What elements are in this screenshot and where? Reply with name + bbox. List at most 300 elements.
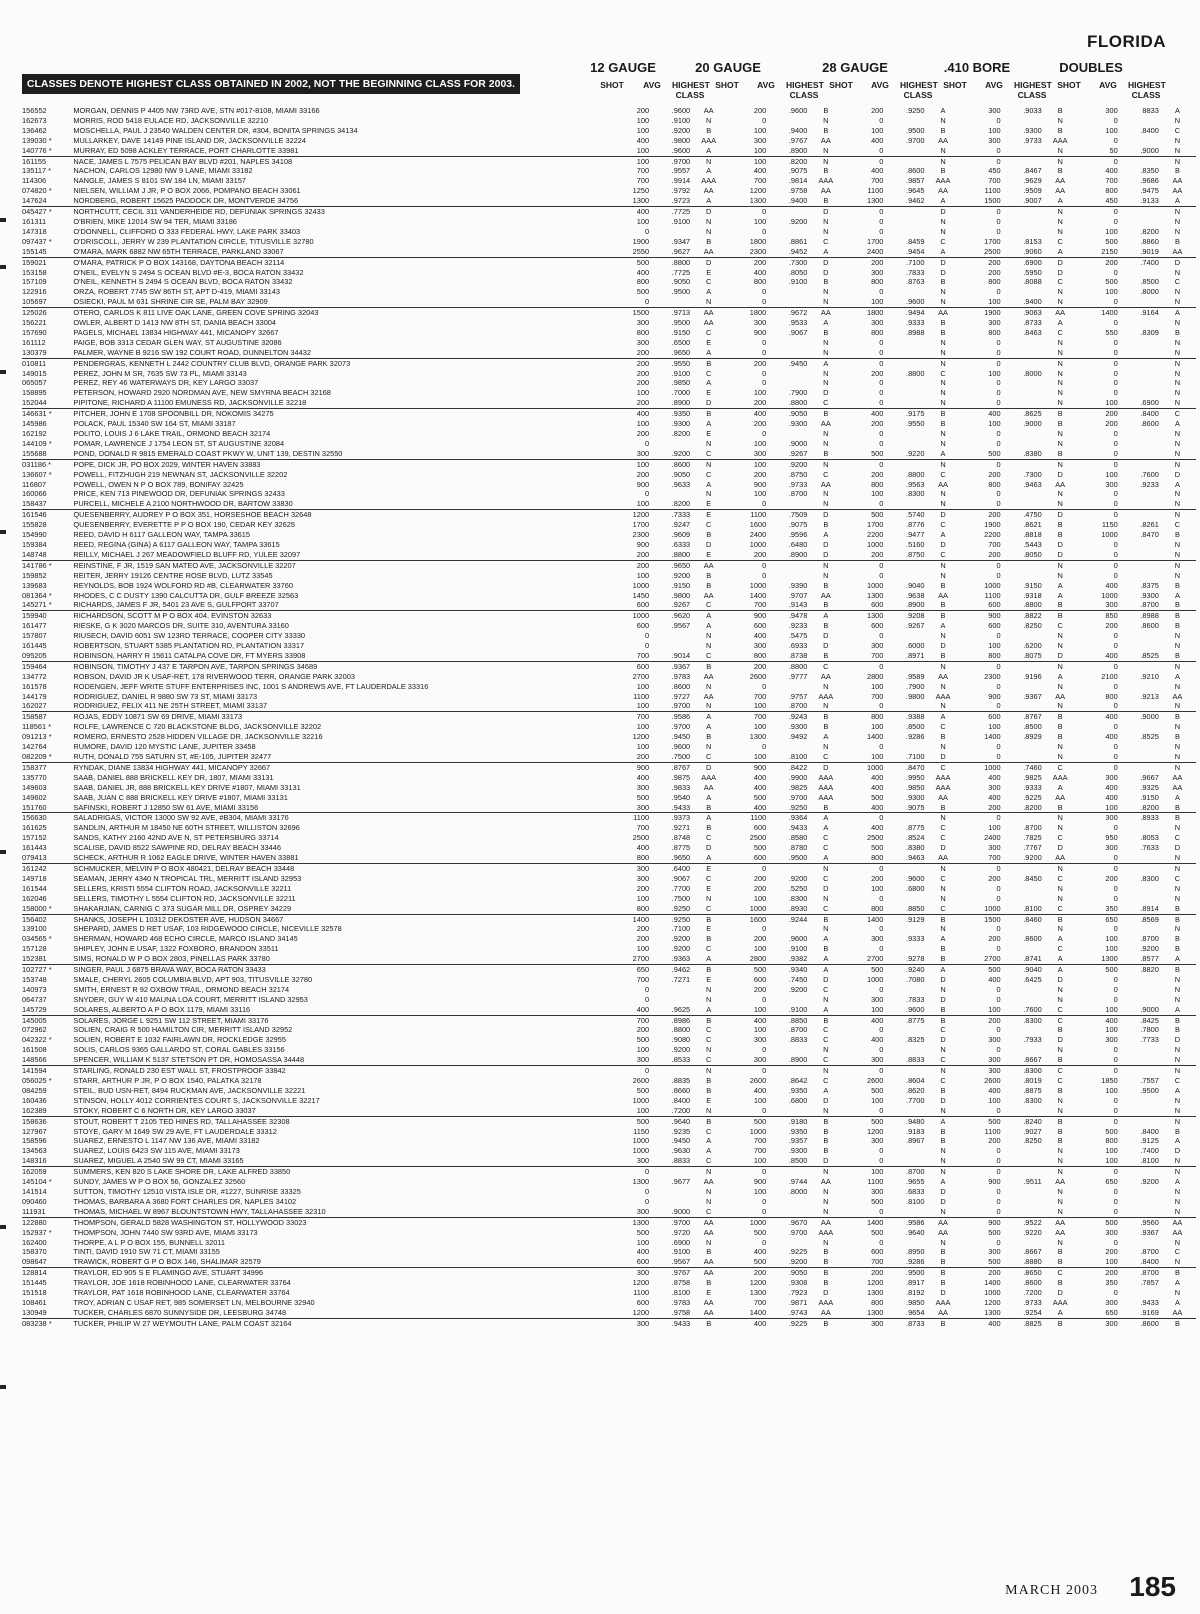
g28-shot: 500 (871, 792, 884, 802)
g410-shot: 700 (988, 853, 1001, 863)
g410-avg: .8380 (1023, 448, 1042, 458)
dbl-shot: 0 (1113, 1237, 1118, 1247)
g20-class: D (823, 1156, 829, 1166)
member-id: 149603 (22, 782, 47, 792)
g28-avg: .9589 (906, 671, 925, 681)
g28-class: D (940, 267, 946, 277)
g410-class: N (1057, 489, 1063, 499)
g12-avg: .9450 (671, 1136, 691, 1146)
g12-avg: .8767 (649, 762, 690, 772)
g410-shot: 200 (988, 267, 1001, 277)
table-row (22, 1025, 1196, 1035)
g410-avg: .8300 (1001, 1066, 1042, 1076)
g12-class: AA (703, 1227, 714, 1237)
table-row (22, 954, 1196, 964)
g410-avg (1001, 358, 1042, 368)
member-name-address: ROJAS, EDDY 10871 SW 69 DRIVE, MIAMI 33173 (73, 712, 608, 722)
g28-class: B (925, 611, 962, 621)
g12-shot: 0 (608, 1167, 649, 1177)
g28-shot: 400 (871, 166, 884, 176)
g12-class: E (706, 549, 712, 559)
g12-shot: 500 (608, 257, 649, 267)
g28-avg (883, 571, 924, 581)
dbl-shot: 0 (1113, 883, 1118, 893)
g410-shot: 1000 (984, 1288, 1001, 1298)
dbl-class: N (1174, 145, 1181, 155)
g410-shot: 0 (962, 813, 1001, 823)
dbl-avg: .8200 (1140, 226, 1159, 236)
g12-avg: .8800 (671, 549, 691, 559)
g28-avg (883, 1106, 924, 1116)
g20-class: AAA (818, 176, 834, 186)
member-name-address: RICHARDSON, SCOTT M P O BOX 404, EVINSTON 32633 (73, 611, 608, 621)
member-name-address: POWELL, OWEN N P O BOX 789, BONIFAY 32425 (73, 479, 244, 489)
g28-avg: .9220 (906, 448, 925, 458)
g28-class: N (940, 1156, 946, 1166)
g410-shot: 2600 (984, 1076, 1001, 1085)
g28-class: N (940, 701, 946, 711)
g20-avg: .9300 (788, 722, 808, 732)
dbl-class: N (1174, 1105, 1181, 1115)
g12-shot: 300 (636, 782, 650, 792)
dbl-class: N (1174, 853, 1181, 863)
table-row (22, 1298, 1196, 1308)
g410-class: N (1057, 1196, 1063, 1206)
dbl-shot: 0 (1113, 388, 1118, 398)
dbl-class: N (1174, 984, 1181, 994)
dbl-shot: 100 (1105, 398, 1118, 408)
g410-shot: 200 (962, 1268, 1001, 1278)
g28-class: A (940, 106, 946, 115)
g28-class: A (925, 712, 962, 722)
g20-avg: .9243 (766, 712, 807, 722)
g20-shot: 2300 (749, 246, 767, 256)
member-id: 065057 (22, 378, 47, 388)
g28-shot: 0 (879, 499, 884, 509)
table-row (22, 369, 1196, 379)
g12-shot: 900 (608, 762, 649, 772)
dbl-shot: 1000 (1101, 590, 1118, 600)
g410-class: N (1057, 742, 1063, 752)
g20-avg: .9100 (788, 277, 808, 287)
g28-avg: .9278 (906, 954, 925, 964)
g20-shot: 200 (753, 984, 767, 994)
g20-shot: 100 (753, 722, 767, 732)
dbl-shot: 0 (1113, 429, 1118, 438)
g410-avg: .8467 (1023, 166, 1042, 176)
g28-shot: 800 (871, 903, 884, 913)
g28-class: B (940, 419, 946, 429)
g410-avg: .9200 (1023, 853, 1042, 863)
g28-shot: 1300 (866, 1288, 884, 1298)
dbl-avg: .8053 (1140, 833, 1159, 843)
dbl-shot: 400 (1105, 580, 1118, 590)
table-row (22, 1197, 1196, 1207)
g12-avg: .9050 (671, 469, 691, 479)
g28-avg (883, 1066, 924, 1076)
g410-class: C (1057, 621, 1063, 631)
g410-avg: .8500 (1023, 722, 1042, 732)
g28-avg (883, 207, 924, 217)
g12-class: AA (690, 308, 727, 318)
member-id: 125026 (22, 308, 73, 318)
g28-avg (883, 1025, 924, 1035)
dbl-class: B (1174, 166, 1180, 176)
table-row (22, 701, 1196, 711)
table-row (22, 297, 1196, 307)
g20-class: A (823, 823, 829, 833)
g12-avg: .6900 (671, 1237, 691, 1247)
member-id: 082209 * (22, 752, 52, 761)
g28-shot: 400 (844, 1015, 883, 1025)
g12-avg: .8835 (671, 1076, 691, 1085)
member-id: 157152 (22, 833, 47, 843)
g20-shot: 1600 (727, 914, 766, 924)
table-row (22, 581, 1196, 591)
dbl-class: D (1174, 1035, 1181, 1045)
g28-shot: 600 (871, 1247, 884, 1257)
member-id: 161625 (22, 823, 47, 833)
g410-avg (1001, 116, 1042, 126)
g12-avg: .9783 (671, 671, 691, 681)
dbl-shot: 1150 (1101, 520, 1118, 530)
g28-class: AA (938, 590, 948, 600)
g12-avg: .7500 (671, 893, 691, 903)
g20-class: AA (820, 1307, 831, 1317)
table-row (22, 1228, 1196, 1238)
g20-shot: 200 (727, 1268, 766, 1278)
g12-shot: 0 (644, 984, 650, 994)
g20-avg: .9825 (788, 782, 808, 792)
g410-avg: .6900 (1001, 257, 1042, 267)
g410-class: B (1057, 600, 1063, 610)
dbl-shot: 0 (1113, 570, 1118, 580)
g410-class: N (1057, 368, 1063, 378)
dbl-shot: 650 (1105, 1177, 1118, 1187)
table-row (22, 510, 1196, 520)
g12-class: B (706, 1085, 712, 1095)
g20-avg: .9357 (788, 1136, 808, 1146)
dbl-class: N (1174, 267, 1181, 277)
g28-avg: .8459 (906, 236, 925, 246)
g410-shot: 2500 (984, 246, 1001, 256)
g20-shot: 0 (727, 1167, 766, 1177)
g410-shot: 600 (962, 712, 1001, 722)
g410-avg: .8240 (1001, 1116, 1042, 1126)
g28-avg: .9333 (906, 934, 925, 944)
g410-class: B (1057, 722, 1063, 732)
g12-avg: .9247 (671, 520, 691, 530)
g28-shot: 2600 (866, 1076, 884, 1085)
g28-shot: 0 (879, 1146, 884, 1156)
g28-shot: 500 (871, 448, 884, 458)
g20-shot: 0 (762, 570, 767, 580)
dbl-shot: 1850 (1101, 1076, 1118, 1085)
g28-avg: .8733 (883, 1318, 924, 1328)
g410-avg: .6425 (1023, 974, 1042, 984)
g410-avg: .8875 (1023, 1085, 1042, 1095)
member-name-address: NIELSEN, WILLIAM J JR, P O BOX 2066, POMPANO BEACH 33061 (73, 186, 301, 196)
g12-class: B (690, 358, 727, 368)
g410-avg (1001, 813, 1042, 823)
g410-class: N (1057, 398, 1063, 408)
g20-avg: .8800 (766, 661, 807, 671)
g410-class: N (1057, 883, 1063, 893)
g28-class: D (925, 257, 962, 267)
dbl-class: N (1159, 510, 1196, 520)
g12-avg: .9627 (671, 246, 691, 256)
column-header-shot: SHOT (829, 80, 853, 90)
column-header-shot: SHOT (1057, 80, 1081, 90)
member-id: 140776 * (22, 145, 52, 155)
member-name-address: SHIPLEY, JOHN E USAF, 1322 FOXBORO, BRANDON 33511 (73, 944, 279, 954)
g20-shot: 2400 (749, 530, 767, 540)
member-id: 134772 (22, 671, 47, 681)
g12-avg: .8200 (671, 499, 691, 509)
g410-shot: 0 (996, 438, 1001, 448)
g12-class: D (706, 539, 712, 549)
g20-shot: 400 (753, 772, 767, 782)
g28-class: D (940, 843, 946, 853)
g410-class: N (1057, 1156, 1063, 1166)
g12-class: AA (703, 671, 714, 681)
g12-avg: .9650 (671, 347, 691, 357)
dbl-avg: .7557 (1140, 1076, 1159, 1085)
g20-class: N (823, 115, 829, 125)
dbl-avg: .8375 (1140, 580, 1159, 590)
column-header-avg: AVG (643, 80, 661, 90)
g28-shot: 0 (879, 388, 884, 398)
dbl-class: N (1174, 1045, 1181, 1055)
g28-class: N (925, 661, 962, 671)
table-row (22, 237, 1196, 247)
g12-class: N (690, 459, 727, 469)
g410-avg: .9300 (1023, 125, 1042, 135)
g28-shot: 0 (879, 1105, 884, 1115)
g410-class: AA (1042, 1217, 1079, 1227)
g12-class: AA (703, 1307, 714, 1317)
g20-class: B (807, 1116, 844, 1126)
g410-class: B (1042, 409, 1079, 419)
g20-class: N (807, 156, 844, 166)
g12-avg: .6400 (649, 863, 690, 873)
g12-class: AA (703, 590, 714, 600)
g410-class: AA (1055, 792, 1066, 802)
table-row (22, 156, 1196, 166)
g410-shot: 1300 (984, 1307, 1001, 1317)
g20-shot: 400 (753, 267, 767, 277)
g410-avg: .8741 (1023, 954, 1042, 964)
g12-shot: 200 (636, 378, 650, 388)
member-id: 148566 (22, 1055, 47, 1065)
g12-avg: .9200 (671, 448, 691, 458)
g410-shot: 100 (988, 1004, 1001, 1014)
g28-shot: 1100 (867, 186, 884, 196)
table-row (22, 752, 1196, 762)
g28-class: AAA (935, 176, 951, 186)
g20-shot: 0 (762, 287, 767, 297)
column-header-class: HIGHEST CLASS (786, 80, 824, 100)
g12-shot: 700 (636, 650, 650, 660)
table-row (22, 1257, 1196, 1267)
table-row (22, 924, 1196, 934)
g12-class: N (706, 1105, 712, 1115)
g410-shot: 0 (996, 1206, 1001, 1216)
table-row (22, 1076, 1196, 1086)
g28-avg: .9850 (906, 782, 925, 792)
g410-avg: .9318 (1023, 590, 1042, 600)
g12-avg: .9540 (671, 792, 691, 802)
g28-class: AA (938, 671, 948, 681)
g410-shot: 100 (988, 419, 1001, 429)
g28-class: N (940, 883, 946, 893)
g28-class: A (940, 934, 946, 944)
g28-shot: 0 (879, 115, 884, 125)
g20-class: N (823, 1206, 829, 1216)
g28-shot: 700 (871, 1257, 884, 1267)
g20-shot: 300 (753, 135, 767, 145)
g28-avg (883, 560, 924, 570)
g410-avg: .9333 (1023, 782, 1042, 792)
dbl-avg: .7600 (1140, 469, 1159, 479)
g20-avg (766, 116, 807, 126)
g410-shot: 2700 (984, 954, 1001, 964)
g20-shot: 0 (727, 560, 766, 570)
g410-class: N (1057, 994, 1063, 1004)
member-name-address: O'NEIL, KENNETH S 2494 S OCEAN BLVD, BOCA RATON 33432 (73, 277, 293, 287)
table-row (22, 459, 1196, 469)
g20-avg: .8422 (766, 762, 807, 772)
g12-shot: 100 (636, 1045, 650, 1055)
g12-avg (649, 297, 690, 307)
member-name-address: SAAB, JUAN C 888 BRICKELL KEY DRIVE #1807, MIAMI 33131 (73, 792, 288, 802)
dbl-class: A (1174, 1136, 1180, 1146)
class-notice-banner: CLASSES DENOTE HIGHEST CLASS OBTAINED IN 2002, NOT THE BEGINNING CLASS FOR 2003. (22, 74, 520, 94)
g28-class: N (940, 297, 946, 307)
g20-avg: .9400 (788, 125, 808, 135)
g12-avg: .6333 (671, 539, 691, 549)
g28-shot: 200 (871, 368, 884, 378)
dbl-avg (1118, 510, 1159, 520)
g20-class: B (823, 600, 829, 610)
g410-class: N (1042, 156, 1079, 166)
dbl-avg: .8577 (1140, 954, 1159, 964)
dbl-avg (1118, 1066, 1159, 1076)
g410-shot: 100 (988, 1095, 1001, 1105)
g20-class: N (823, 1196, 829, 1206)
g12-avg: .9100 (671, 368, 691, 378)
member-id: 149718 (22, 873, 47, 883)
member-name-address: PEREZ, REY 46 WATERWAYS DR, KEY LARGO 33037 (73, 378, 259, 388)
g12-avg (649, 1167, 690, 1177)
g28-avg (883, 459, 924, 469)
g12-shot: 1400 (608, 914, 649, 924)
member-id: 149015 (22, 368, 47, 378)
g20-class: N (823, 489, 829, 499)
g20-class: B (823, 1257, 829, 1267)
member-name-address: RUTH, DONALD 755 SATURN ST, #E-105, JUPITER 32477 (73, 752, 272, 761)
g28-class: C (925, 762, 962, 772)
g12-shot: 300 (608, 1318, 649, 1328)
g20-shot: 400 (727, 409, 766, 419)
g410-avg: .8880 (1023, 1257, 1042, 1267)
dbl-avg: .9019 (1140, 246, 1159, 256)
g12-class: N (706, 226, 712, 236)
dbl-shot: 0 (1113, 378, 1118, 388)
dbl-avg (1118, 571, 1159, 581)
g28-shot: 200 (871, 873, 884, 883)
g28-shot: 0 (879, 438, 884, 448)
dbl-avg (1118, 701, 1159, 711)
g12-shot: 1450 (632, 590, 650, 600)
g20-class: N (807, 1066, 844, 1076)
dbl-avg: .8525 (1140, 650, 1159, 660)
g410-avg: .9033 (1023, 106, 1042, 115)
dbl-class: A (1174, 954, 1180, 964)
table-row (22, 1247, 1196, 1257)
g12-avg: .9700 (671, 701, 691, 711)
table-row (22, 803, 1196, 813)
g28-class: N (940, 145, 946, 155)
dbl-class: B (1174, 530, 1180, 540)
g28-shot: 300 (871, 267, 884, 277)
g12-shot: 700 (636, 823, 650, 833)
dbl-avg: .8400 (1118, 409, 1159, 419)
g20-class: A (823, 1085, 829, 1095)
dbl-avg: .9213 (1140, 691, 1159, 701)
g28-class: B (925, 1268, 962, 1278)
g28-avg: .9654 (906, 1307, 925, 1317)
dbl-class: A (1174, 1004, 1180, 1014)
g20-avg (766, 297, 807, 307)
g12-avg: .8600 (649, 459, 690, 469)
g28-avg (883, 227, 924, 237)
g12-shot: 0 (644, 297, 650, 307)
g12-shot: 500 (636, 287, 650, 297)
g20-shot: 500 (753, 1257, 767, 1267)
g28-class: B (940, 944, 946, 954)
dbl-class: N (1174, 549, 1181, 559)
g20-avg: .9744 (788, 1177, 808, 1187)
g20-shot: 0 (727, 207, 766, 217)
table-row (22, 499, 1196, 509)
table-row (22, 1086, 1196, 1096)
g28-avg: .9286 (906, 732, 925, 742)
g20-avg: .9707 (788, 590, 808, 600)
g12-avg: .8400 (671, 1095, 691, 1105)
table-row (22, 106, 1196, 116)
g20-class: C (823, 833, 829, 843)
member-id: 136462 (22, 125, 47, 135)
dbl-class: D (1174, 843, 1181, 853)
g28-class: N (940, 631, 946, 641)
member-name-address: NACE, JAMES L 7575 PELICAN BAY BLVD #201, NAPLES 34108 (73, 156, 608, 166)
g12-class: B (690, 661, 727, 671)
g410-avg: .8625 (1001, 409, 1042, 419)
g12-shot: 1500 (608, 308, 649, 318)
g12-shot: 1200 (632, 1278, 650, 1288)
member-id: 162059 (22, 1167, 73, 1177)
dbl-class: AA (1172, 772, 1183, 782)
g20-avg: .9350 (788, 1085, 808, 1095)
table-row (22, 742, 1196, 752)
g28-shot: 700 (871, 691, 884, 701)
g20-class: D (823, 1288, 829, 1298)
dbl-class: N (1174, 499, 1181, 509)
table-row (22, 571, 1196, 581)
g410-shot: 0 (996, 1105, 1001, 1115)
g28-shot: 800 (871, 479, 884, 489)
